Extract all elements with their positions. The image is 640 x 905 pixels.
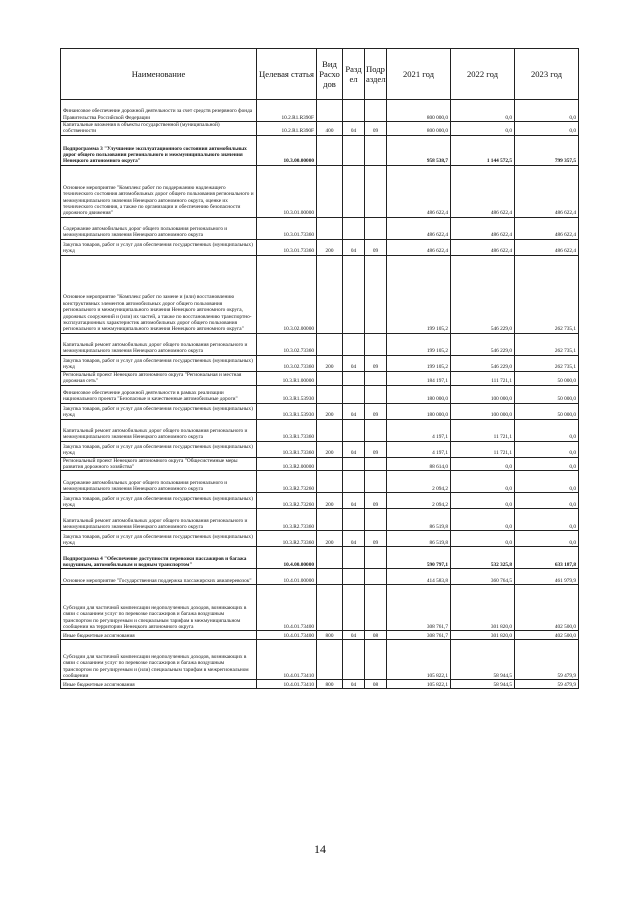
cell-podr: 09	[365, 355, 387, 371]
cell-podr	[365, 165, 387, 217]
cell-name: Закупка товаров, работ и услуг для обеспечения государственных (муниципальных) нужд	[61, 403, 257, 419]
table-row	[61, 585, 579, 631]
cell-article: 10.3.R2.73360	[257, 531, 317, 547]
cell-article: 10.3.02.73360	[257, 355, 317, 371]
table-row	[61, 122, 579, 136]
cell-podr	[365, 333, 387, 355]
cell-razd	[343, 585, 365, 631]
cell-article: 10.4.01.00000	[257, 569, 317, 585]
table-row	[61, 355, 579, 371]
table-row	[61, 493, 579, 509]
cell-name: Финансовое обеспечение дорожной деятельности за счет средств резервного фонда Правительства Российской Федерации	[61, 100, 257, 122]
cell-2023: 799 357,5	[515, 135, 579, 165]
cell-razd: 04	[343, 239, 365, 255]
cell-razd	[343, 100, 365, 122]
cell-name: Основное мероприятие "Комплекс работ по замене и (или) восстановлению конструктивных элементов автомобильных дорог общего пользования регионального и межмуниципального значения Ненецкого автономного округа, дорожных сооружений и (или) их частей, а также по восстановлению транспортно-эксплуатационных характеристик автомобильных дорог общего пользования регионального и межмуниципального значения Ненецкого автономного округа"	[61, 255, 257, 333]
table-row	[61, 680, 579, 689]
cell-name: Закупка товаров, работ и услуг для обеспечения государственных (муниципальных) нужд	[61, 531, 257, 547]
cell-podr	[365, 371, 387, 385]
cell-2021: 88 614,0	[387, 457, 451, 471]
cell-2021: 4 197,1	[387, 441, 451, 457]
table-row	[61, 371, 579, 385]
cell-vid: 200	[317, 441, 343, 457]
cell-2023: 50 000,0	[515, 371, 579, 385]
cell-name: Иные бюджетные ассигнования	[61, 631, 257, 640]
cell-razd: 04	[343, 680, 365, 689]
table-row	[61, 471, 579, 493]
cell-name: Капитальный ремонт автомобильных дорог общего пользования регионального и межмуниципального значения Ненецкого автономного округа	[61, 333, 257, 355]
cell-article: 10.3.R2.00000	[257, 457, 317, 471]
cell-name: Региональный проект Ненецкого автономного округа "Региональная и местная дорожная сеть"	[61, 371, 257, 385]
cell-2022: 0,0	[451, 493, 515, 509]
cell-name: Субсидии для частичной компенсации недополученных доходов, возникающих в связи с оказанием услуг по перевозке пассажиров и багажа воздушным транспортом по регулируемым и специальным тарифам в межмуниципальном сообщении на территории Ненецкого автономного округа	[61, 585, 257, 631]
cell-podr	[365, 585, 387, 631]
cell-vid	[317, 585, 343, 631]
cell-2021: 105 822,1	[387, 680, 451, 689]
cell-2022: 546 229,0	[451, 333, 515, 355]
cell-2021: 486 622,4	[387, 239, 451, 255]
cell-vid: 200	[317, 493, 343, 509]
cell-2021: 2 094,2	[387, 493, 451, 509]
cell-article: 10.3.R1.00000	[257, 371, 317, 385]
cell-razd	[343, 640, 365, 680]
cell-razd	[343, 457, 365, 471]
cell-podr: 09	[365, 239, 387, 255]
cell-razd: 04	[343, 122, 365, 136]
cell-podr: 09	[365, 493, 387, 509]
cell-article: 10.3.00.00000	[257, 135, 317, 165]
cell-vid	[317, 135, 343, 165]
cell-vid: 200	[317, 403, 343, 419]
cell-2022: 100 000,0	[451, 385, 515, 403]
cell-2021: 184 197,1	[387, 371, 451, 385]
cell-podr: 08	[365, 680, 387, 689]
header-name: Наименование	[61, 49, 257, 100]
cell-article: 10.3.02.00000	[257, 255, 317, 333]
cell-article: 10.3.R1.53930	[257, 385, 317, 403]
cell-article: 10.4.01.73400	[257, 631, 317, 640]
cell-vid: 800	[317, 631, 343, 640]
cell-name: Подпрограмма 3 "Улучшение эксплуатационного состояния автомобильных дорог общего пользования регионального и межмуниципального значения Ненецкого автономного округа"	[61, 135, 257, 165]
cell-2021: 308 761,7	[387, 631, 451, 640]
cell-2021: 486 622,4	[387, 217, 451, 239]
table-row	[61, 100, 579, 122]
cell-article: 10.3.R1.73360	[257, 441, 317, 457]
cell-razd: 04	[343, 631, 365, 640]
cell-podr	[365, 509, 387, 531]
cell-article: 10.3.01.00000	[257, 165, 317, 217]
cell-2021: 414 583,8	[387, 569, 451, 585]
table-row	[61, 385, 579, 403]
cell-vid: 400	[317, 122, 343, 136]
cell-2021: 199 105,2	[387, 355, 451, 371]
cell-podr: 09	[365, 441, 387, 457]
cell-razd: 04	[343, 531, 365, 547]
table-row	[61, 217, 579, 239]
cell-2023: 0,0	[515, 471, 579, 493]
cell-vid	[317, 640, 343, 680]
cell-2023: 262 735,1	[515, 355, 579, 371]
cell-vid	[317, 547, 343, 569]
table-row	[61, 569, 579, 585]
cell-name: Содержание автомобильных дорог общего пользования регионального и межмуниципального значения Ненецкого автономного округа	[61, 217, 257, 239]
table-row	[61, 403, 579, 419]
cell-podr	[365, 255, 387, 333]
cell-2021: 86 519,8	[387, 531, 451, 547]
table-row	[61, 531, 579, 547]
cell-name: Закупка товаров, работ и услуг для обеспечения государственных (муниципальных) нужд	[61, 493, 257, 509]
cell-name: Субсидии для частичной компенсации недополученных доходов, возникающих в связи с оказанием услуг по перевозке пассажиров и багажа воздушным транспортом по регулируемым и (или) специальным тарифам в межрегиональном сообщении	[61, 640, 257, 680]
cell-2023: 0,0	[515, 122, 579, 136]
cell-2022: 486 622,4	[451, 217, 515, 239]
cell-name: Финансовое обеспечение дорожной деятельности в рамках реализации национального проекта "Безопасные и качественные автомобильные дороги"	[61, 385, 257, 403]
table-row	[61, 239, 579, 255]
cell-article: 10.3.R1.73360	[257, 419, 317, 441]
cell-2022: 546 229,0	[451, 355, 515, 371]
table-row	[61, 333, 579, 355]
cell-2021: 800 000,0	[387, 122, 451, 136]
cell-2023: 402 500,0	[515, 631, 579, 640]
cell-name: Основное мероприятие "Государственная поддержка пассажирских авиаперевозок"	[61, 569, 257, 585]
cell-razd	[343, 385, 365, 403]
cell-2021: 308 761,7	[387, 585, 451, 631]
cell-2023: 0,0	[515, 419, 579, 441]
page-number: 14	[314, 842, 326, 856]
table-header-row	[61, 49, 579, 100]
cell-2022: 0,0	[451, 457, 515, 471]
cell-2021: 199 105,2	[387, 255, 451, 333]
cell-2022: 0,0	[451, 100, 515, 122]
cell-vid	[317, 371, 343, 385]
cell-name: Основное мероприятие "Комплекс работ по поддержанию надлежащего технического состояния автомобильных дорог общего пользования регионального и межмуниципального значения Ненецкого автономного округа, оценке их технического состояния, а также по организации и обеспечению безопасности дорожного движения"	[61, 165, 257, 217]
table-row	[61, 457, 579, 471]
cell-podr	[365, 135, 387, 165]
cell-2021: 800 000,0	[387, 100, 451, 122]
cell-razd	[343, 165, 365, 217]
table-row	[61, 509, 579, 531]
cell-2023: 0,0	[515, 457, 579, 471]
cell-2023: 50 000,0	[515, 385, 579, 403]
cell-razd	[343, 419, 365, 441]
header-podr: Подр аздел	[365, 49, 387, 100]
cell-2023: 486 622,4	[515, 217, 579, 239]
cell-2021: 86 519,8	[387, 509, 451, 531]
cell-2022: 301 820,0	[451, 631, 515, 640]
cell-razd	[343, 135, 365, 165]
cell-2023: 0,0	[515, 493, 579, 509]
cell-podr	[365, 457, 387, 471]
cell-2021: 4 197,1	[387, 419, 451, 441]
header-2022: 2022 год	[451, 49, 515, 100]
cell-2022: 0,0	[451, 122, 515, 136]
table-row	[61, 547, 579, 569]
cell-2023: 633 187,8	[515, 547, 579, 569]
budget-table	[60, 48, 579, 689]
table-row	[61, 165, 579, 217]
cell-2023: 402 500,0	[515, 585, 579, 631]
cell-razd	[343, 217, 365, 239]
cell-2021: 2 094,2	[387, 471, 451, 493]
cell-podr: 09	[365, 403, 387, 419]
cell-razd	[343, 255, 365, 333]
cell-2021: 180 000,0	[387, 403, 451, 419]
cell-name: Закупка товаров, работ и услуг для обеспечения государственных (муниципальных) нужд	[61, 441, 257, 457]
table-row	[61, 631, 579, 640]
cell-vid	[317, 255, 343, 333]
cell-vid	[317, 419, 343, 441]
cell-vid: 200	[317, 355, 343, 371]
cell-2023: 59 479,9	[515, 640, 579, 680]
cell-podr	[365, 547, 387, 569]
cell-razd: 04	[343, 403, 365, 419]
cell-article: 10.3.R2.73360	[257, 509, 317, 531]
cell-2022: 1 144 572,5	[451, 135, 515, 165]
cell-article: 10.3.02.73360	[257, 333, 317, 355]
cell-name: Иные бюджетные ассигнования	[61, 680, 257, 689]
cell-vid	[317, 385, 343, 403]
cell-razd	[343, 547, 365, 569]
cell-razd	[343, 333, 365, 355]
cell-article: 10.3.R2.73260	[257, 471, 317, 493]
cell-2023: 0,0	[515, 441, 579, 457]
cell-name: Закупка товаров, работ и услуг для обеспечения государственных (муниципальных) нужд	[61, 355, 257, 371]
cell-razd	[343, 569, 365, 585]
table-row	[61, 419, 579, 441]
cell-2022: 0,0	[451, 509, 515, 531]
cell-2022: 486 622,4	[451, 165, 515, 217]
cell-2022: 486 622,4	[451, 239, 515, 255]
cell-podr	[365, 569, 387, 585]
cell-2023: 0,0	[515, 100, 579, 122]
cell-2022: 58 944,5	[451, 680, 515, 689]
cell-vid	[317, 509, 343, 531]
cell-2023: 262 735,1	[515, 255, 579, 333]
cell-2023: 262 735,1	[515, 333, 579, 355]
cell-2022: 0,0	[451, 471, 515, 493]
cell-podr	[365, 385, 387, 403]
cell-name: Закупка товаров, работ и услуг для обеспечения государственных (муниципальных) нужд	[61, 239, 257, 255]
cell-name: Содержание автомобильных дорог общего пользования регионального и межмуниципального значения Ненецкого автономного округа	[61, 471, 257, 493]
cell-article: 10.4.00.00000	[257, 547, 317, 569]
cell-2023: 486 622,4	[515, 239, 579, 255]
cell-vid	[317, 217, 343, 239]
header-2021: 2021 год	[387, 49, 451, 100]
cell-2022: 360 764,5	[451, 569, 515, 585]
cell-article: 10.3.R2.73260	[257, 493, 317, 509]
cell-podr: 08	[365, 631, 387, 640]
cell-2023: 50 000,0	[515, 403, 579, 419]
header-2023: 2023 год	[515, 49, 579, 100]
cell-2021: 105 822,1	[387, 640, 451, 680]
cell-vid	[317, 333, 343, 355]
cell-2022: 546 229,0	[451, 255, 515, 333]
table-row	[61, 255, 579, 333]
cell-podr	[365, 100, 387, 122]
cell-razd: 04	[343, 441, 365, 457]
cell-2021: 486 622,4	[387, 165, 451, 217]
cell-article: 10.4.01.73400	[257, 585, 317, 631]
table-row	[61, 640, 579, 680]
cell-name: Региональный проект Ненецкого автономного округа "Общесистемные меры развития дорожного хозяйства"	[61, 457, 257, 471]
cell-vid	[317, 100, 343, 122]
table-body	[61, 100, 579, 689]
cell-2021: 199 105,2	[387, 333, 451, 355]
cell-2022: 301 820,0	[451, 585, 515, 631]
cell-2022: 58 944,5	[451, 640, 515, 680]
cell-podr	[365, 640, 387, 680]
cell-2023: 0,0	[515, 531, 579, 547]
cell-razd	[343, 471, 365, 493]
cell-razd	[343, 371, 365, 385]
cell-2022: 11 721,1	[451, 441, 515, 457]
cell-2023: 59 479,9	[515, 680, 579, 689]
header-article: Целевая статья	[257, 49, 317, 100]
header-vid: Вид Расхо дов	[317, 49, 343, 100]
cell-2022: 532 325,8	[451, 547, 515, 569]
cell-name: Подпрограмма 4 "Обеспечение доступности перевозки пассажиров и багажа воздушным, автомобильным и водным транспортом"	[61, 547, 257, 569]
cell-podr	[365, 217, 387, 239]
table-row	[61, 441, 579, 457]
cell-2023: 486 622,4	[515, 165, 579, 217]
header-razd: Разд ел	[343, 49, 365, 100]
cell-podr	[365, 471, 387, 493]
cell-vid: 200	[317, 239, 343, 255]
cell-vid	[317, 165, 343, 217]
cell-podr	[365, 419, 387, 441]
cell-article: 10.4.01.73410	[257, 680, 317, 689]
cell-article: 10.3.01.73360	[257, 217, 317, 239]
cell-article: 10.2.R1.R390F	[257, 122, 317, 136]
cell-2023: 0,0	[515, 509, 579, 531]
cell-article: 10.3.R1.53930	[257, 403, 317, 419]
cell-2021: 590 797,1	[387, 547, 451, 569]
cell-article: 10.2.R1.R390F	[257, 100, 317, 122]
table-row	[61, 135, 579, 165]
cell-vid	[317, 471, 343, 493]
cell-podr: 09	[365, 122, 387, 136]
cell-vid: 200	[317, 531, 343, 547]
cell-vid: 800	[317, 680, 343, 689]
cell-vid	[317, 569, 343, 585]
cell-name: Капитальные вложения в объекты государственной (муниципальной) собственности	[61, 122, 257, 136]
cell-razd: 04	[343, 355, 365, 371]
cell-2023: 461 979,9	[515, 569, 579, 585]
cell-2021: 180 000,0	[387, 385, 451, 403]
cell-2022: 0,0	[451, 531, 515, 547]
cell-podr: 09	[365, 531, 387, 547]
cell-2021: 958 538,7	[387, 135, 451, 165]
cell-name: Капитальный ремонт автомобильных дорог общего пользования регионального и межмуниципального значения Ненецкого автономного округа	[61, 509, 257, 531]
cell-vid	[317, 457, 343, 471]
cell-name: Капитальный ремонт автомобильных дорог общего пользования регионального и межмуниципального значения Ненецкого автономного округа	[61, 419, 257, 441]
cell-2022: 100 000,0	[451, 403, 515, 419]
cell-article: 10.3.01.73360	[257, 239, 317, 255]
cell-article: 10.4.01.73410	[257, 640, 317, 680]
cell-razd: 04	[343, 493, 365, 509]
cell-razd	[343, 509, 365, 531]
cell-2022: 11 721,1	[451, 419, 515, 441]
cell-2022: 111 721,1	[451, 371, 515, 385]
